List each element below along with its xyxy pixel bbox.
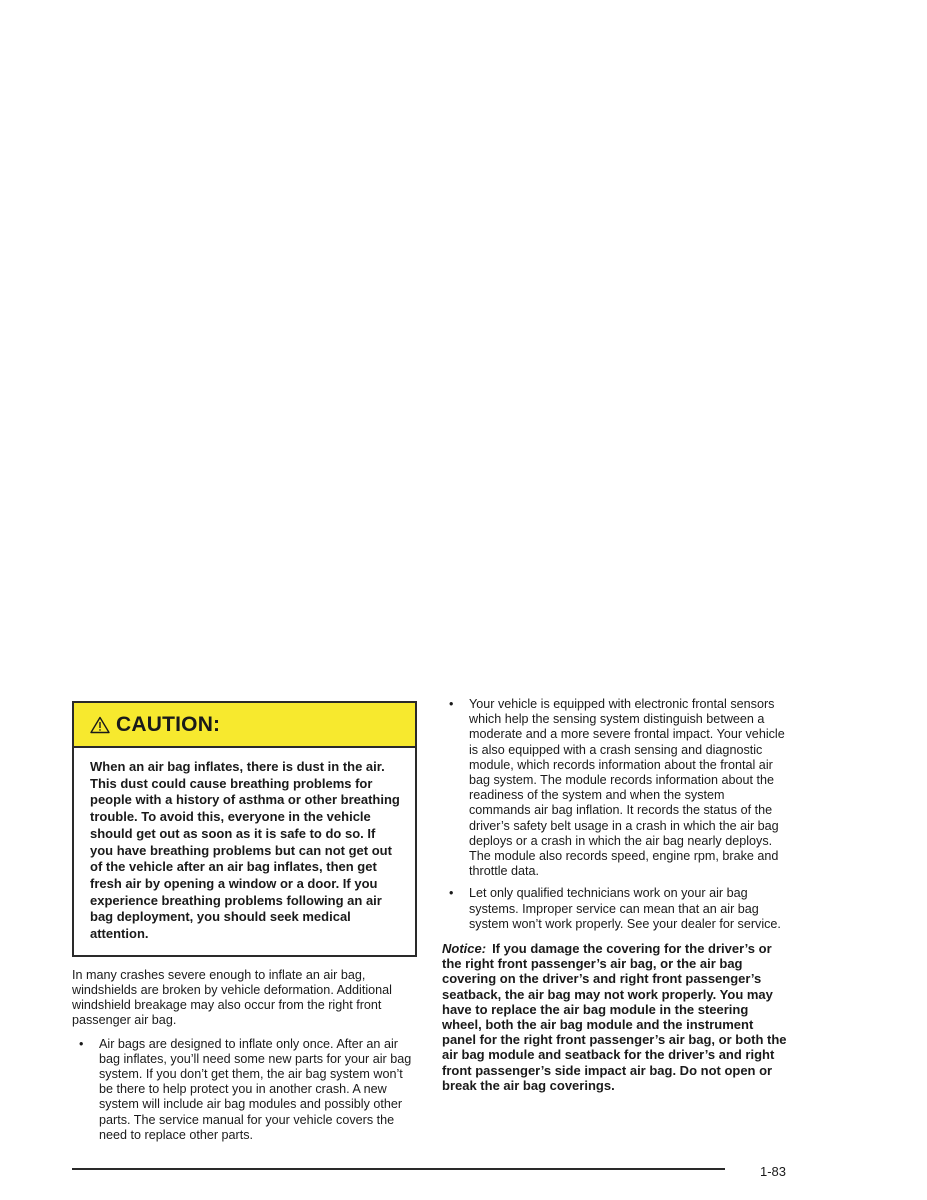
- page-number: 1-83: [760, 1164, 787, 1179]
- caution-title: CAUTION:: [116, 712, 221, 736]
- list-item: [72, 1037, 417, 1143]
- right-column: [442, 697, 787, 1093]
- caution-header: [74, 703, 415, 748]
- footer-rule: [72, 1168, 725, 1170]
- list-item-text: Let only qualified technicians work on your air bag systems. Improper service can mean that an air bag system won’t work properly. See your dealer for service.: [469, 886, 781, 931]
- list-item-text: Your vehicle is equipped with electronic frontal sensors which help the sensing system distinguish between a moderate and a more severe frontal impact. Your vehicle is also equipped with a crash sensing and diagnostic module, which records information about the frontal air bag system. The module records information about the readiness of the system and when the system commands air bag inflation. It records the status of the driver’s safety belt usage in a crash in which the air bag deploys or a crash in which the air bag nearly deploys. The module also records speed, engine rpm, brake and throttle data.: [469, 697, 785, 879]
- bullet-icon: •: [449, 886, 454, 901]
- notice-paragraph: [442, 941, 787, 1093]
- notice-text: If you damage the covering for the driver’s or the right front passenger’s air bag, or the air bag covering on the driver’s and right front passenger’s seatback, the air bag may not work properly. You may have to replace the air bag module in the steering wheel, both the air bag module and the instrument panel for the right front passenger’s air bag, or both the air bag module and seatback for the driver’s and right front passenger’s side impact air bag. Do not open or break the air bag coverings.: [442, 941, 787, 1093]
- left-column: [72, 701, 417, 1143]
- bullet-icon: •: [449, 697, 454, 711]
- notice-label: Notice:: [442, 941, 487, 957]
- caution-box: [72, 701, 417, 957]
- list-item-text: Air bags are designed to inflate only once. After an air bag inflates, you’ll need some new parts for your air bag system. If you don’t get them, the air bag system won’t be there to help protect you in another crash. A new system will include air bag modules and possibly other parts. The service manual for your vehicle covers the need to replace other parts.: [99, 1036, 412, 1142]
- bullet-icon: •: [79, 1036, 84, 1051]
- list-item: [442, 886, 787, 932]
- left-paragraph: In many crashes severe enough to inflate an air bag, windshields are broken by vehicle deformation. Additional windshield breakage may also occur from the right front passenger air bag.: [72, 967, 392, 1028]
- list-item: [442, 697, 787, 879]
- caution-text: When an air bag inflates, there is dust in the air. This dust could cause breathing problems for people with a history of asthma or other breathing trouble. To avoid this, everyone in the vehicle should get out as soon as it is safe to do so. If you have breathing problems but can not get out of the vehicle after an air bag inflates, then get fresh air by opening a window or a door. If you experience breathing problems following an air bag deployment, you should seek medical attention.: [90, 759, 400, 942]
- warning-triangle-icon: [90, 716, 110, 734]
